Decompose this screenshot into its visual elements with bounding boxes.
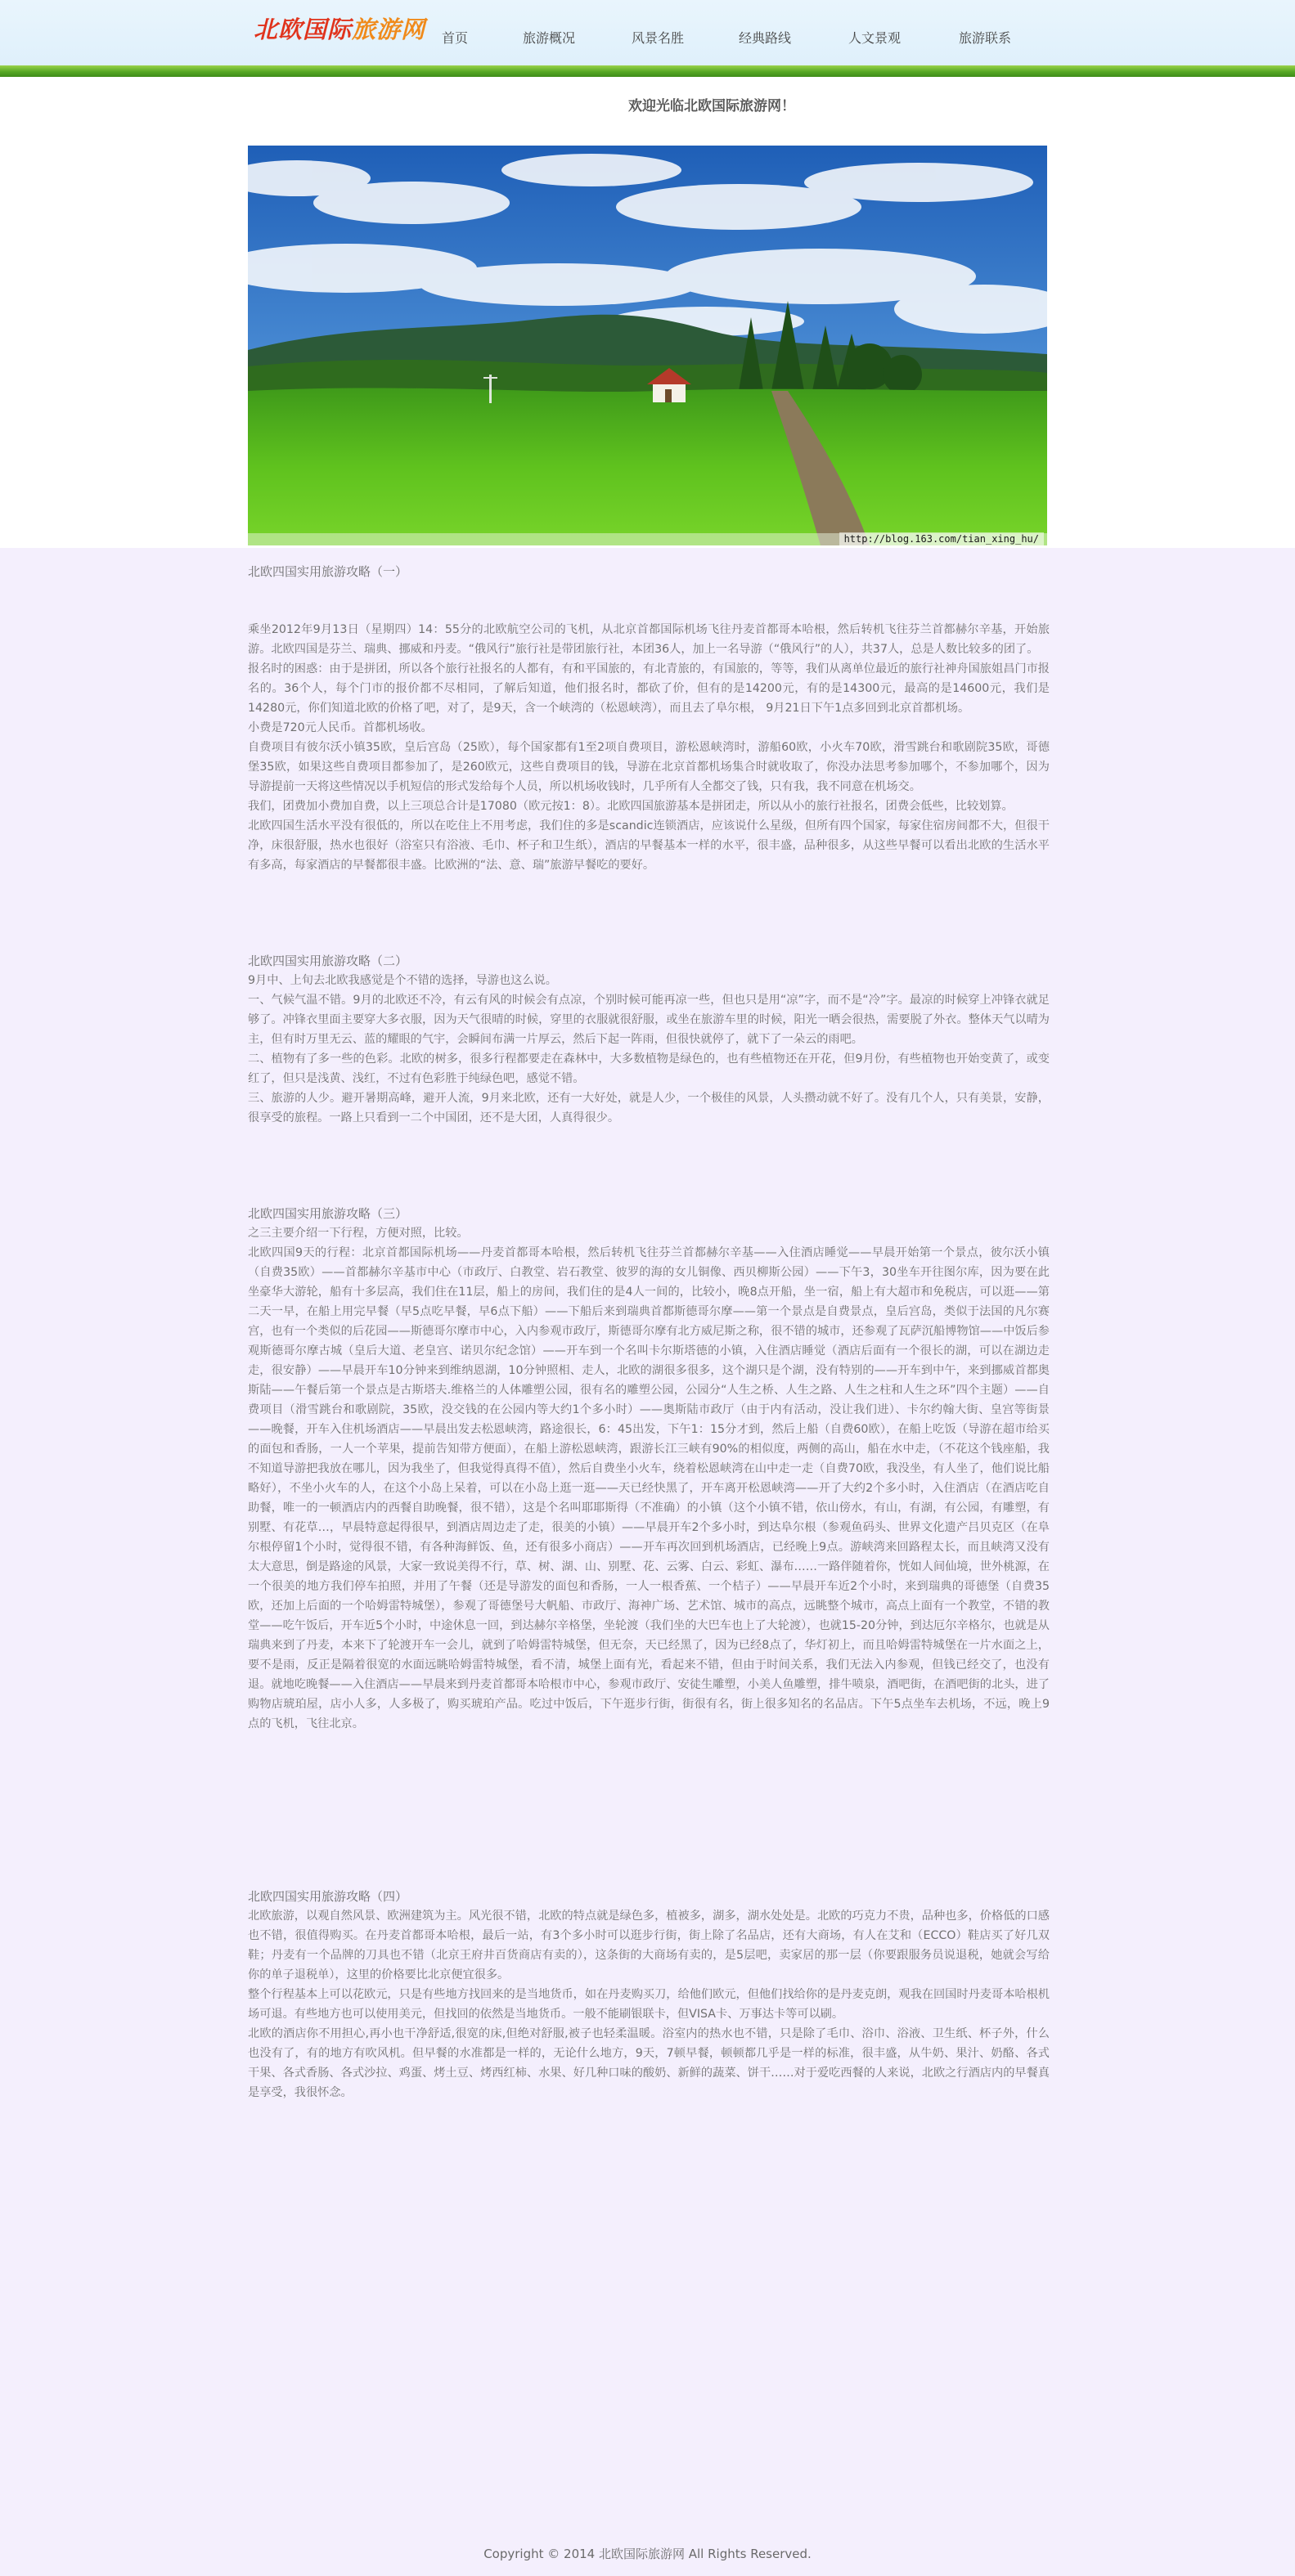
section-2-para-4: 三、旅游的人少。避开暑期高峰，避开人流，9月来北欧，还有一大好处，就是人少，一个极佳的风景，人头攒动就不好了。没有几个人，只有美景，安静，很享受的旅程。一路上只看到一二个中国团，还不是大团，人真得很少。: [248, 1092, 1050, 1124]
banner-image: [248, 146, 1047, 545]
section-2-para-2: 一、气候气温不错。9月的北欧还不冷，有云有风的时候会有点凉，个别时候可能再凉一些，但也只是用“凉”字，而不是“冷”字。最凉的时候穿上冲锋衣就足够了。冲锋衣里面主要穿大多衣服，因为天气很晴的时候，穿里的衣服就很舒服，或坐在旅游车里的时候，阳光一晒会很热，需要脱了外衣。整体天气以晴为主，但有时万里无云、蓝的耀眼的气宇，会瞬间布满一片厚云，然后下起一阵雨，但很快就停了，就下了一朵云的雨吧。: [248, 994, 1050, 1046]
nav-contact[interactable]: 旅游联系: [959, 30, 1012, 46]
welcome-title: 欢迎光临北欧国际旅游网！: [628, 98, 795, 114]
spacer: [248, 1128, 1050, 1205]
section-1-title: 北欧四国实用旅游攻略（一）: [248, 564, 408, 579]
section-1-para-1: 乘坐2012年9月13日（星期四）14：55分的北欧航空公司的飞机，从北京首都国际机场飞往丹麦首都哥本哈根，然后转机飞往芬兰首都赫尔辛基，开始旅游。北欧四国是芬兰、瑞典、挪威和丹麦。“俄风行”旅行社是带团旅行社，本团36人，加上一名导游（“俄风行”的人），共37人，总是人数比较多的团了。: [248, 623, 1050, 656]
site-footer: Copyright © 2014 北欧国际旅游网 All Rights Reserved.: [483, 2547, 812, 2561]
section-1-para-3: 小费是720元人民币。首都机场收。: [248, 721, 433, 734]
section-1-para-2: 报名时的困惑：由于是拼团，所以各个旅行社报名的人都有，有和平国旅的，有北青旅的，有国旅的，等等，我们从离单位最近的旅行社神舟国旅姐昌门市报名的。36个人，每个门市的报价都不尽相同，了解后知道，他们报名时，都砍了价，但有的是14200元，有的是14300元，最高的是14600元，我们是14280元，你们知道北欧的价格了吧，对了，是9天，含一个峡湾的（松恩峡湾），而且去了阜尔根， 9月21日下午1点多回到北京首都机场。: [248, 662, 1050, 715]
section-4-para-2: 整个行程基本上可以花欧元，只是有些地方找回来的是当地货币，如在丹麦购买刀，给他们欧元，但他们找给你的是丹麦克朗，观我在回国时丹麦哥本哈根机场可退。有些地方也可以使用美元，但找回的依然是当地货币。一般不能刷银联卡，但VISA卡、万事达卡等可以刷。: [248, 1988, 1050, 2021]
nav-classic-routes[interactable]: 经典路线: [739, 30, 792, 46]
spacer: [248, 1811, 1050, 1887]
article-content: [248, 563, 1050, 2103]
banner-watermark: http://blog.163.com/tian_xing_hu/: [839, 532, 1044, 545]
section-1-para-4: 自费项目有彼尔沃小镇35欧，皇后宫岛（25欧），每个国家都有1至2项自费项目，游松恩峡湾时，游船60欧，小火车70欧，滑雪跳台和歌剧院35欧，哥德堡35欧，如果这些自费项目都参加了，是260欧元，这些自费项目的钱，导游在北京首都机场集合时就收取了，你没办法思考参加哪个，不参加哪个，因为导游提前一天将这些情况以手机短信的形式发给每个人员，所以机场收钱时，几乎所有人全都交了钱，只有我，我不同意在机场交。: [248, 741, 1050, 793]
nav-culture[interactable]: 人文景观: [848, 30, 902, 46]
section-1-para-6: 北欧四国生活水平没有很低的，所以在吃住上不用考虑，我们住的多是scandic连锁酒店，应该说什么星级，但所有四个国家，每家住宿房间都不大，但很干净，床很舒服，热水也很好（浴室只有浴液、毛巾、杯子和卫生纸），酒店的早餐基本一样的水平，很丰盛，品种很多，从这些早餐可以看出北欧的生活水平有多高，每家酒店的早餐都很丰盛。比欧洲的“法、意、瑞”旅游早餐吃的要好。: [248, 819, 1050, 872]
site-logo[interactable]: [254, 11, 425, 45]
logo-text-main: 北欧国际: [254, 16, 353, 43]
section-2-para-1: 9月中、上旬去北欧我感觉是个不错的选择，导游也这么说。: [248, 974, 557, 987]
spacer: [248, 581, 1050, 620]
section-1-para-5: 我们，团费加小费加自费，以上三项总合计是17080（欧元按1：8）。北欧四国旅游基本是拼团走，所以从小的旅行社报名，团费会低些，比较划算。: [248, 800, 1014, 813]
logo-text-sub: 旅游网: [352, 16, 426, 43]
nav-scenic-spots[interactable]: 风景名胜: [632, 30, 685, 46]
section-4-para-3: 北欧的酒店你不用担心,再小也干净舒适,很宽的床,但绝对舒服,被子也轻柔温暖。浴室内的热水也不错，只是除了毛巾、浴巾、浴液、卫生纸、杯子外，什么也没有了，有的地方有吹风机。但早餐的水准都是一样的，无论什么地方，9天，7顿早餐，顿顿都几乎是一样的标准，很丰盛，从牛奶、果汁、奶酪、各式干果、各式香肠、各式沙拉、鸡蛋、烤土豆、烤西红柿、水果、好几种口味的酸奶、新鲜的蔬菜、饼干……对于爱吃西餐的人来说，北欧之行酒店内的早餐真是享受，我很怀念。: [248, 2027, 1050, 2099]
site-header: [0, 0, 1295, 65]
spacer: [248, 875, 1050, 952]
section-2-title: 北欧四国实用旅游攻略（二）: [248, 954, 408, 968]
nav-home[interactable]: 首页: [442, 30, 469, 46]
section-4-para-1: 北欧旅游，以观自然风景、欧洲建筑为主。风光很不错，北欧的特点就是绿色多，植被多，湖多，湖水处处是。北欧的巧克力不贵，品种也多，价格低的口感也不错，很值得购买。在丹麦首都哥本哈根，最后一站，有3个多小时可以逛步行街，街上除了名品店，还有大商场，有人在艾和（ECCO）鞋店买了好几双鞋；丹麦有一个品牌的刀具也不错（北京王府井百货商店有卖的），这条街的大商场有卖的，是5层吧，卖家居的那一层（你要跟服务员说退税，她就会写给你的单子退税单），这里的价格要比北京便宜很多。: [248, 1910, 1050, 1981]
section-3-title: 北欧四国实用旅游攻略（三）: [248, 1206, 408, 1221]
spacer: [248, 1734, 1050, 1811]
section-3-para-1: 之三主要介绍一下行程，方便对照，比较。: [248, 1227, 469, 1240]
nav-overview[interactable]: 旅游概况: [523, 30, 576, 46]
section-2-para-3: 二、植物有了多一些的色彩。北欧的树多，很多行程都要走在森林中，大多数植物是绿色的，也有些植物还在开花，但9月份，有些植物也开始变黄了，或变红了，但只是浅黄、浅红，不过有色彩胜于纯绿色吧，感觉不错。: [248, 1052, 1050, 1085]
header-green-bar: [0, 65, 1295, 77]
section-3-para-2: 北欧四国9天的行程：北京首都国际机场——丹麦首都哥本哈根，然后转机飞往芬兰首都赫尔辛基——入住酒店睡觉——早晨开始第一个景点，彼尔沃小镇（自费35欧）——首都赫尔辛基市中心（市政厅、白教堂、岩石教堂、彼罗的海的女儿铜像、西贝柳斯公园）——下午3，30坐车开往图尔库，因为要在此坐豪华大游轮，船有十多层高，我们住在11层，船上的房间，我们住的是4人一间的，比较小，晚8点开船，坐一宿，船上有大超市和免税店，可以逛——第二天一早，在船上用完早餐（早5点吃早餐，早6点下船）——下船后来到瑞典首都斯德哥尔摩——第一个景点是自费景点，皇后宫岛，类似于法国的凡尔赛宫，也有一个类似的后花园——斯德哥尔摩市中心，入内参观市政厅，斯德哥尔摩有北方威尼斯之称，很不错的城市，还参观了瓦萨沉船博物馆——中饭后参观斯德哥尔摩古城（皇后大道、老皇宫、诺贝尔纪念馆）——开车到一个名叫卡尔斯塔德的小镇，入住酒店睡觉（酒店后面有一个很长的湖，可以在湖边走走，很安静）——早晨开车10分钟来到维纳恩湖，10分钟照相、走人，北欧的湖很多很多，这个湖只是个湖，没有特别的——开车到中午，来到挪威首都奥斯陆——午餐后第一个景点是古斯塔夫.维格兰的人体雕塑公园，很有名的雕塑公园，公园分“人生之桥、人生之路、人生之柱和人生之环”四个主题）——自费项目（滑雪跳台和歌剧院，35欧，没交钱的在公园内等大约1个多小时）——奥斯陆市政厅（由于内有活动，没让我们进）、卡尔约翰大街、皇宫等街景——晚餐，开车入住机场酒店——早晨出发去松恩峡湾，路途很长，6：45出发，下午1：15分才到，然后上船（自费60欧），在船上吃饭（导游在超市给买的面包和香肠，一人一个苹果，提前告知带方便面），在船上游松恩峡湾，跟游长江三峡有90%的相似度，两侧的高山，船在水中走，（不花这个钱座船，我不知道导游把我放在哪儿，因为我坐了，但我觉得真得不值），然后自费坐小火车，绕着松恩峡湾在山中走一走（自费70欧，我没坐，有人坐了，他们说比船略好），不坐小火车的人，在这个小岛上呆着，可以在小岛上逛一逛——天已经快黑了，开车离开松恩峡湾——开了大约2个多小时，入住酒店（在酒店吃自助餐，唯一的一顿酒店内的西餐自助晚餐，很不错），这是个名叫耶耶斯得（不准确）的小镇（这个小镇不错，依山傍水，有山，有湖，有公园，有雕塑，有别墅、有花草…，早晨特意起得很早，到酒店周边走了走，很美的小镇）——早晨开车2个多小时，到达阜尔根（参观鱼码头、世界文化遗产吕贝克区（在阜尔根停留1个小时，觉得很不错，有各种海鲜饭、鱼，还有很多小商店）——开车再次回到机场酒店，已经晚上9点。游峡湾来回路程太长，而且峡湾又没有太大意思，倒是路途的风景，大家一致说美得不行，草、树、湖、山、别墅、花、云雾、白云、彩虹、瀑布……一路伴随着你，恍如人间仙境，世外桃源，在一个很美的地方我们停车拍照，并用了午餐（还是导游发的面包和香肠，一人一根香蕉、一个桔子）——早晨开车近2个小时，来到瑞典的哥德堡（自费35欧，还加上后面的一个哈姆雷特城堡），参观了哥德堡号大帆船、市政厅、海神广场、艺术馆、城市的高点，远眺整个城市，高点上面有一个教堂，不错的教堂——吃午饭后，开车近5个小时，中途休息一回，到达赫尔辛格堡，坐轮渡（我们坐的大巴车也上了大轮渡），也就15-20分钟，到达厄尔辛格尔，也就是从瑞典来到了丹麦，本来下了轮渡开车一会儿，就到了哈姆雷特城堡，但无奈，天已经黑了，因为已经8点了，华灯初上，而且哈姆雷特城堡在一片水面之上，要不是雨，反正是隔着很宽的水面远眺哈姆雷特城堡，看不清，城堡上面有光，看起来不错，但由于时间关系，我们无法入内参观，但钱已经交了，也没有退。就地吃晚餐——入住酒店——早晨来到丹麦首都哥本哈根市中心，参观市政厅、安徒生雕塑，小美人鱼雕塑，排牛喷泉，酒吧街，在酒吧街的北头，进了购物店琥珀屋，店小人多，人多极了，购买琥珀产品。吃过中饭后，下午逛步行街，街很有名，街上很多知名的名品店。下午5点坐车去机场，不远，晚上9点的飞机，飞往北京。: [248, 1246, 1050, 1730]
section-4-title: 北欧四国实用旅游攻略（四）: [248, 1889, 408, 1904]
landscape-photo: [248, 146, 1047, 545]
